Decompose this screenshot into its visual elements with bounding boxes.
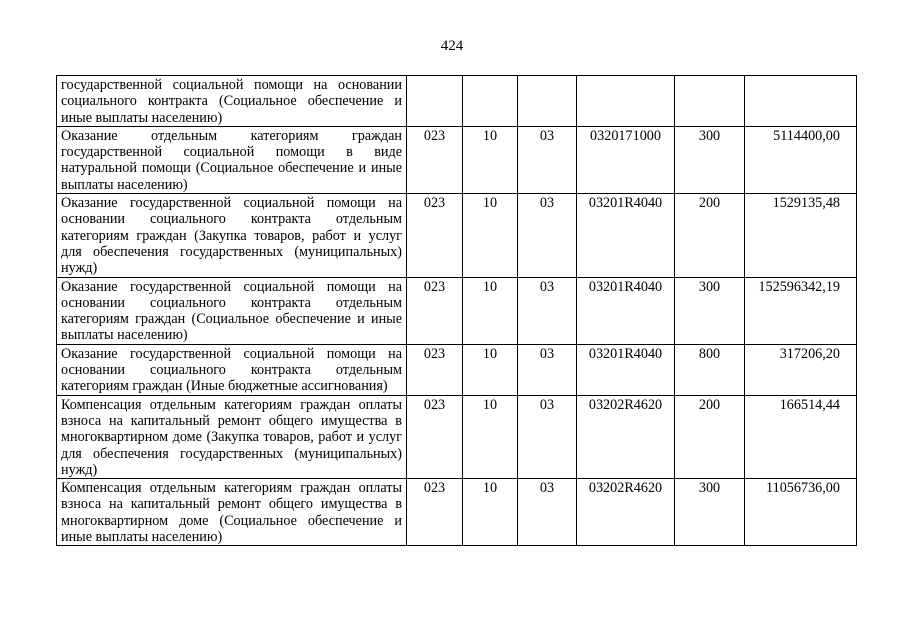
ministry-code-cell: 023 [407,277,463,344]
target-article-cell: 03201R4040 [577,277,675,344]
ministry-code-cell: 023 [407,344,463,395]
row-description: Компенсация отдельным категориям граждан оплаты взноса на капитальный ремонт общего имущества в многоквартирном доме (Социальное обеспечение и иные выплаты населению) [57,479,407,546]
section-code-cell: 10 [463,344,518,395]
expense-type-cell: 300 [675,126,745,193]
expense-type-cell: 300 [675,479,745,546]
expense-type-cell: 800 [675,344,745,395]
amount-cell: 317206,20 [745,344,857,395]
expense-type-cell [675,76,745,127]
ministry-code-cell [407,76,463,127]
row-description: Оказание государственной социальной помощи на основании социального контракта отдельным категориям граждан (Закупка товаров, работ и услуг для обеспечения государственных (муниципальных) нужд) [57,194,407,277]
ministry-code-cell: 023 [407,479,463,546]
section-code-cell [463,76,518,127]
target-article-cell: 0320171000 [577,126,675,193]
row-description: государственной социальной помощи на основании социального контракта (Социальное обеспечение и иные выплаты населению) [57,76,407,127]
page-number: 424 [440,38,464,54]
subsection-code-cell: 03 [518,277,577,344]
amount-cell: 152596342,19 [745,277,857,344]
budget-table [56,75,857,546]
table-row [57,126,857,193]
expense-type-cell: 200 [675,194,745,277]
section-code-cell: 10 [463,395,518,478]
row-description: Оказание государственной социальной помощи на основании социального контракта отдельным категориям граждан (Иные бюджетные ассигнования) [57,344,407,395]
table-row [57,344,857,395]
section-code-cell: 10 [463,126,518,193]
subsection-code-cell: 03 [518,395,577,478]
subsection-code-cell: 03 [518,194,577,277]
section-code-cell: 10 [463,277,518,344]
amount-cell [745,76,857,127]
table-row [57,76,857,127]
subsection-code-cell [518,76,577,127]
row-description: Оказание государственной социальной помощи на основании социального контракта отдельным категориям граждан (Социальное обеспечение и иные выплаты населению) [57,277,407,344]
ministry-code-cell: 023 [407,126,463,193]
target-article-cell: 03202R4620 [577,395,675,478]
amount-cell: 1529135,48 [745,194,857,277]
section-code-cell: 10 [463,194,518,277]
amount-cell: 166514,44 [745,395,857,478]
row-description: Компенсация отдельным категориям граждан оплаты взноса на капитальный ремонт общего имущества в многоквартирном доме (Закупка товаров, работ и услуг для обеспечения государственных (муниципальных) нужд) [57,395,407,478]
row-description: Оказание отдельным категориям граждан государственной социальной помощи в виде натуральной помощи (Социальное обеспечение и иные выплаты населению) [57,126,407,193]
subsection-code-cell: 03 [518,126,577,193]
amount-cell: 5114400,00 [745,126,857,193]
target-article-cell: 03202R4620 [577,479,675,546]
expense-type-cell: 200 [675,395,745,478]
subsection-code-cell: 03 [518,479,577,546]
table-row [57,395,857,478]
subsection-code-cell: 03 [518,344,577,395]
ministry-code-cell: 023 [407,194,463,277]
table-row [57,194,857,277]
target-article-cell [577,76,675,127]
target-article-cell: 03201R4040 [577,344,675,395]
target-article-cell: 03201R4040 [577,194,675,277]
expense-type-cell: 300 [675,277,745,344]
amount-cell: 11056736,00 [745,479,857,546]
section-code-cell: 10 [463,479,518,546]
table-row [57,277,857,344]
table-row [57,479,857,546]
ministry-code-cell: 023 [407,395,463,478]
